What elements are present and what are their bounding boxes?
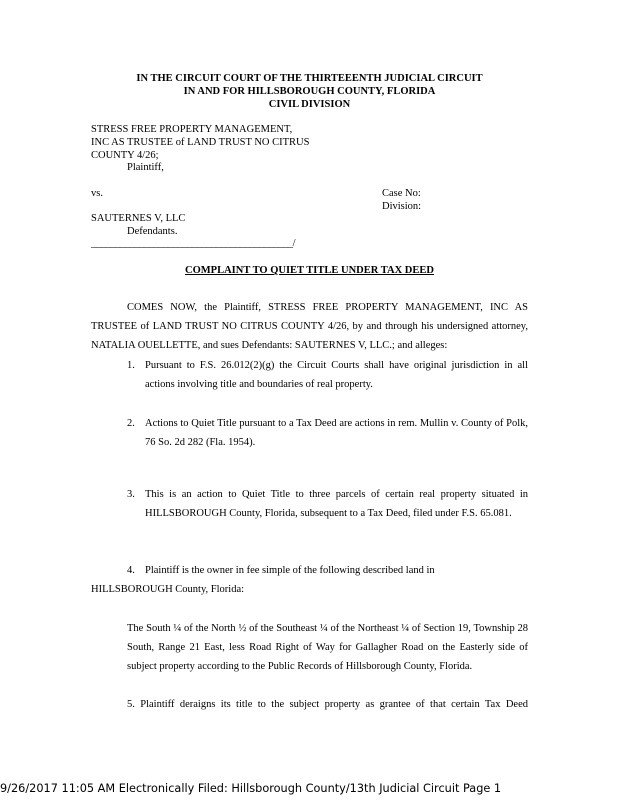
court-header-line-2: IN AND FOR HILLSBOROUGH COUNTY, FLORIDA: [183, 86, 436, 97]
legal-description: The South ¼ of the North ½ of the Southeast ¼ of the Northeast ¼ of Section 19, Township 28 South, Range 21 East, less Road Right of Way for Gallagher Road on the Easterly side of subject property according to the Public Records of Hillsborough County, Florida.: [127, 623, 528, 672]
versus-label: vs.: [91, 188, 103, 199]
allegation-4-text: Plaintiff is the owner in fee simple of the following described land in: [145, 565, 435, 576]
allegation-3-text: This is an action to Quiet Title to three parcels of certain real property situated in HILLSBOROUGH County, Florida, subsequent to a Tax Deed, filed under F.S. 65.081.: [145, 489, 528, 519]
document-title: COMPLAINT TO QUIET TITLE UNDER TAX DEED: [185, 265, 434, 276]
allegation-4-continued: HILLSBOROUGH County, Florida:: [91, 584, 245, 595]
court-header-line-3: CIVIL DIVISION: [268, 99, 351, 110]
allegation-2-text: Actions to Quiet Title pursuant to a Tax Deed are actions in rem. Mullin v. County of Polk, 76 So. 2d 282 (Fla. 1954).: [145, 418, 528, 448]
intro-paragraph: COMES NOW, the Plaintiff, STRESS FREE PROPERTY MANAGEMENT, INC AS TRUSTEE of LAND TRUST NO CITRUS COUNTY 4/26, by and through his undersigned attorney, NATALIA OUELLETTE, and sues Defendants: SAUTERNES V, LLC.; and alleges:: [91, 302, 528, 351]
court-header-line-1: IN THE CIRCUIT COURT OF THE THIRTEEENTH JUDICIAL CIRCUIT: [136, 73, 483, 84]
allegation-1-number: 1.: [127, 360, 135, 371]
allegation-2-number: 2.: [127, 418, 135, 429]
defendant-role: Defendants.: [127, 226, 178, 237]
plaintiff-name-line-3: COUNTY 4/26;: [91, 150, 159, 161]
defendant-name: SAUTERNES V, LLC: [91, 213, 186, 224]
plaintiff-role: Plaintiff,: [127, 162, 164, 173]
filing-footer: 9/26/2017 11:05 AM Electronically Filed: Hillsborough County/13th Judicial Circuit Page 1: [0, 782, 502, 795]
plaintiff-name-line-1: STRESS FREE PROPERTY MANAGEMENT,: [91, 124, 293, 135]
allegation-3-number: 3.: [127, 489, 135, 500]
plaintiff-name-line-2: INC AS TRUSTEE of LAND TRUST NO CITRUS: [91, 137, 310, 148]
caption-separator: __________________________________________/: [91, 238, 296, 249]
allegation-1-text: Pursuant to F.S. 26.012(2)(g) the Circuit Courts shall have original jurisdiction in all actions involving title and boundaries of real property.: [145, 360, 528, 390]
case-number-label: Case No:: [382, 188, 421, 199]
paragraph-5: 5. Plaintiff deraigns its title to the subject property as grantee of that certain Tax Deed: [127, 699, 528, 710]
division-label: Division:: [382, 201, 422, 212]
allegation-4-number: 4.: [127, 565, 135, 576]
